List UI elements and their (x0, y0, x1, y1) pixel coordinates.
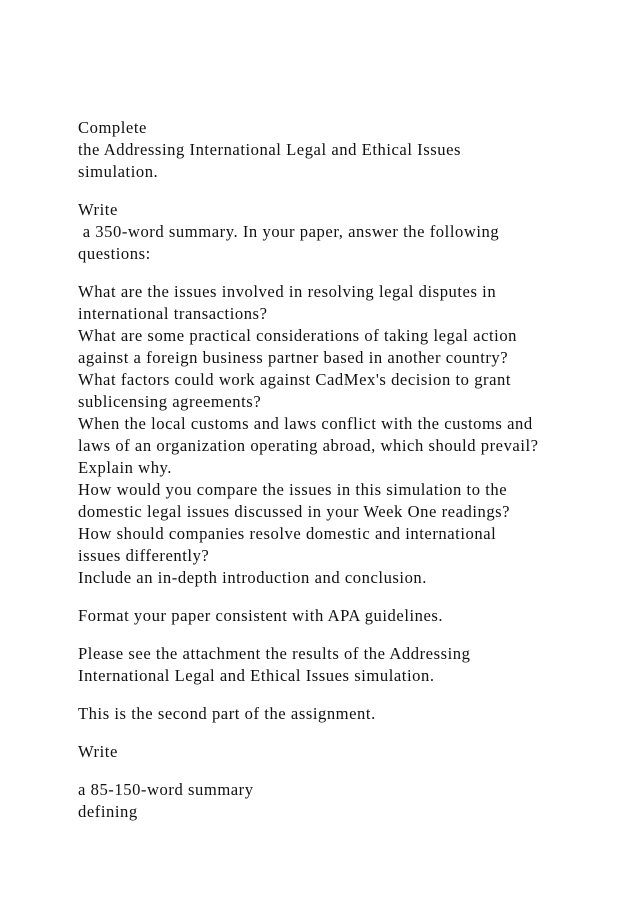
text-line: Write (78, 742, 118, 761)
text-line: This is the second part of the assignment. (78, 704, 376, 723)
text-line: International Legal and Ethical Issues simulation. (78, 666, 435, 685)
text-line: Write (78, 200, 118, 219)
text-line: When the local customs and laws conflict with the customs and (78, 414, 533, 433)
text-line: a 350-word summary. In your paper, answer the following (78, 222, 500, 241)
text-line: Please see the attachment the results of the Addressing (78, 644, 471, 663)
text-line: How should companies resolve domestic and international (78, 524, 497, 543)
text-line: domestic legal issues discussed in your Week One readings? (78, 502, 511, 521)
text-line: laws of an organization operating abroad, which should prevail? (78, 436, 539, 455)
text-line: against a foreign business partner based in another country? (78, 348, 509, 367)
text-line: issues differently? (78, 546, 210, 565)
text-line: What factors could work against CadMex's decision to grant (78, 370, 512, 389)
text-line: defining (78, 802, 138, 821)
text-line: questions: (78, 244, 151, 263)
text-line: Explain why. (78, 458, 173, 477)
text-line: Complete (78, 118, 147, 137)
text-line: What are the issues involved in resolving legal disputes in (78, 282, 497, 301)
text-line: What are some practical considerations of taking legal action (78, 326, 518, 345)
text-line: simulation. (78, 162, 159, 181)
text-line: sublicensing agreements? (78, 392, 262, 411)
text-line: the Addressing International Legal and Ethical Issues (78, 140, 462, 159)
text-line: international transactions? (78, 304, 268, 323)
text-line: a 85-150-word summary (78, 780, 254, 799)
text-line: How would you compare the issues in this simulation to the (78, 480, 508, 499)
text-line: Include an in-depth introduction and conclusion. (78, 568, 427, 587)
text-line: Format your paper consistent with APA guidelines. (78, 606, 444, 625)
